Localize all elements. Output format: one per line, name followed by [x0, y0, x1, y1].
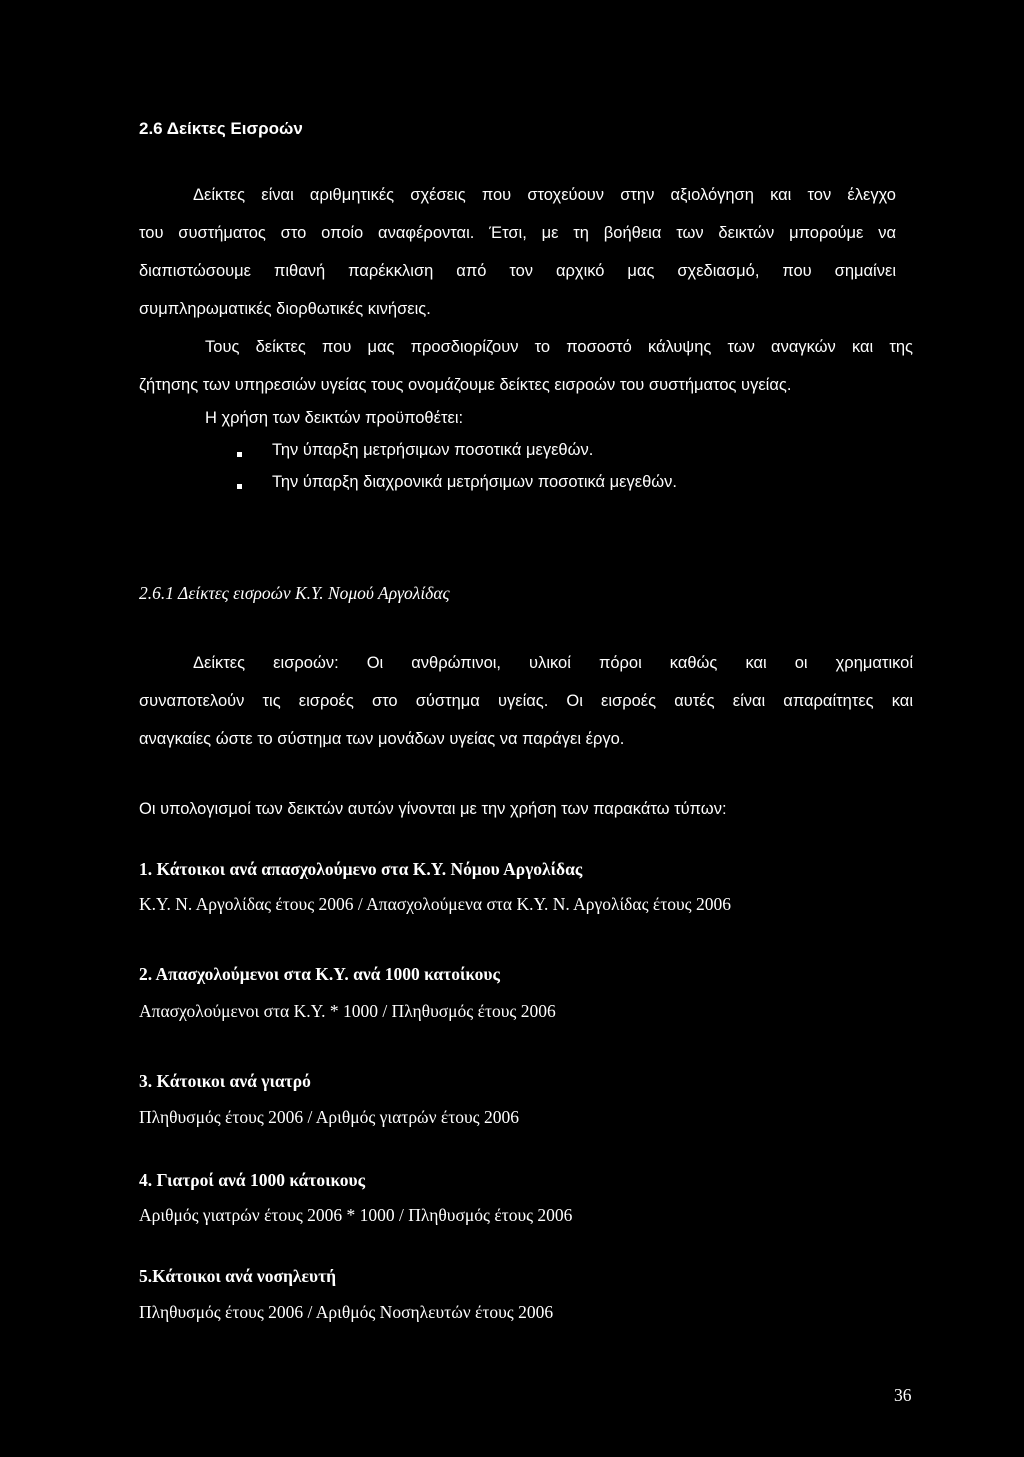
subsection-para-line-2: συναποτελούν τις εισροές στο σύστημα υγείας. Οι εισροές αυτές είναι απαραίτητες και [139, 692, 913, 710]
formula-expression-5: Πληθυσμός έτους 2006 / Αριθμός Νοσηλευτών έτους 2006 [139, 1302, 554, 1322]
formula-expression-4: Αριθμός γιατρών έτους 2006 * 1000 / Πληθυσμός έτους 2006 [139, 1205, 573, 1225]
formula-expression-3: Πληθυσμός έτους 2006 / Αριθμός γιατρών έτους 2006 [139, 1107, 519, 1127]
requirements-intro: Η χρήση των δεικτών προϋποθέτει: [205, 409, 464, 427]
requirement-item-2: Την ύπαρξη διαχρονικά μετρήσιμων ποσοτικά μεγεθών. [272, 473, 678, 491]
bullet-icon [237, 452, 242, 457]
formulas-intro: Οι υπολογισμοί των δεικτών αυτών γίνονται με την χρήση των παρακάτω τύπων: [139, 800, 727, 818]
requirement-item-1: Την ύπαρξη μετρήσιμων ποσοτικά μεγεθών. [272, 441, 594, 459]
subsection-para-line-3: αναγκαίες ώστε το σύστημα των μονάδων υγείας να παράγει έργο. [139, 730, 625, 748]
intro-line-4: συμπληρωματικές διορθωτικές κινήσεις. [139, 300, 431, 318]
formula-title-2: 2. Απασχολούμενοι στα Κ.Υ. ανά 1000 κατοίκους [139, 964, 500, 984]
formula-title-4: 4. Γιατροί ανά 1000 κάτοικους [139, 1170, 365, 1190]
para2-line-2: ζήτησης των υπηρεσιών υγείας τους ονομάζουμε δείκτες εισροών του συστήματος υγείας. [139, 376, 792, 394]
formula-title-5: 5.Κάτοικοι ανά νοσηλευτή [139, 1266, 337, 1286]
para2-line-1: Τους δείκτες που μας προσδιορίζουν το ποσοστό κάλυψης των αναγκών και της [205, 338, 913, 356]
subsection-title: 2.6.1 Δείκτες εισροών Κ.Υ. Νομού Αργολίδας [139, 583, 450, 603]
section-title: 2.6 Δείκτες Εισροών [139, 119, 303, 138]
formula-title-3: 3. Κάτοικοι ανά γιατρό [139, 1071, 311, 1091]
formula-title-1: 1. Κάτοικοι ανά απασχολούμενο στα Κ.Υ. Νόμου Αργολίδας [139, 859, 583, 879]
intro-line-3: διαπιστώσουμε πιθανή παρέκκλιση από τον αρχικό μας σχεδιασμό, που σημαίνει [139, 262, 896, 280]
page-number: 36 [894, 1385, 912, 1405]
intro-line-1: Δείκτες είναι αριθμητικές σχέσεις που στοχεύουν στην αξιολόγηση και τον έλεγχο [193, 186, 896, 204]
formula-expression-2: Απασχολούμενοι στα Κ.Υ. * 1000 / Πληθυσμός έτους 2006 [139, 1001, 556, 1021]
bullet-icon [237, 484, 242, 489]
intro-line-2: του συστήματος στο οποίο αναφέρονται. Έτσι, με τη βοήθεια των δεικτών μπορούμε να [139, 224, 896, 242]
formula-expression-1: Κ.Υ. Ν. Αργολίδας έτους 2006 / Απασχολούμενα στα Κ.Υ. Ν. Αργολίδας έτους 2006 [139, 894, 731, 914]
subsection-para-line-1: Δείκτες εισροών: Οι ανθρώπινοι, υλικοί πόροι καθώς και οι χρηματικοί [193, 654, 913, 672]
